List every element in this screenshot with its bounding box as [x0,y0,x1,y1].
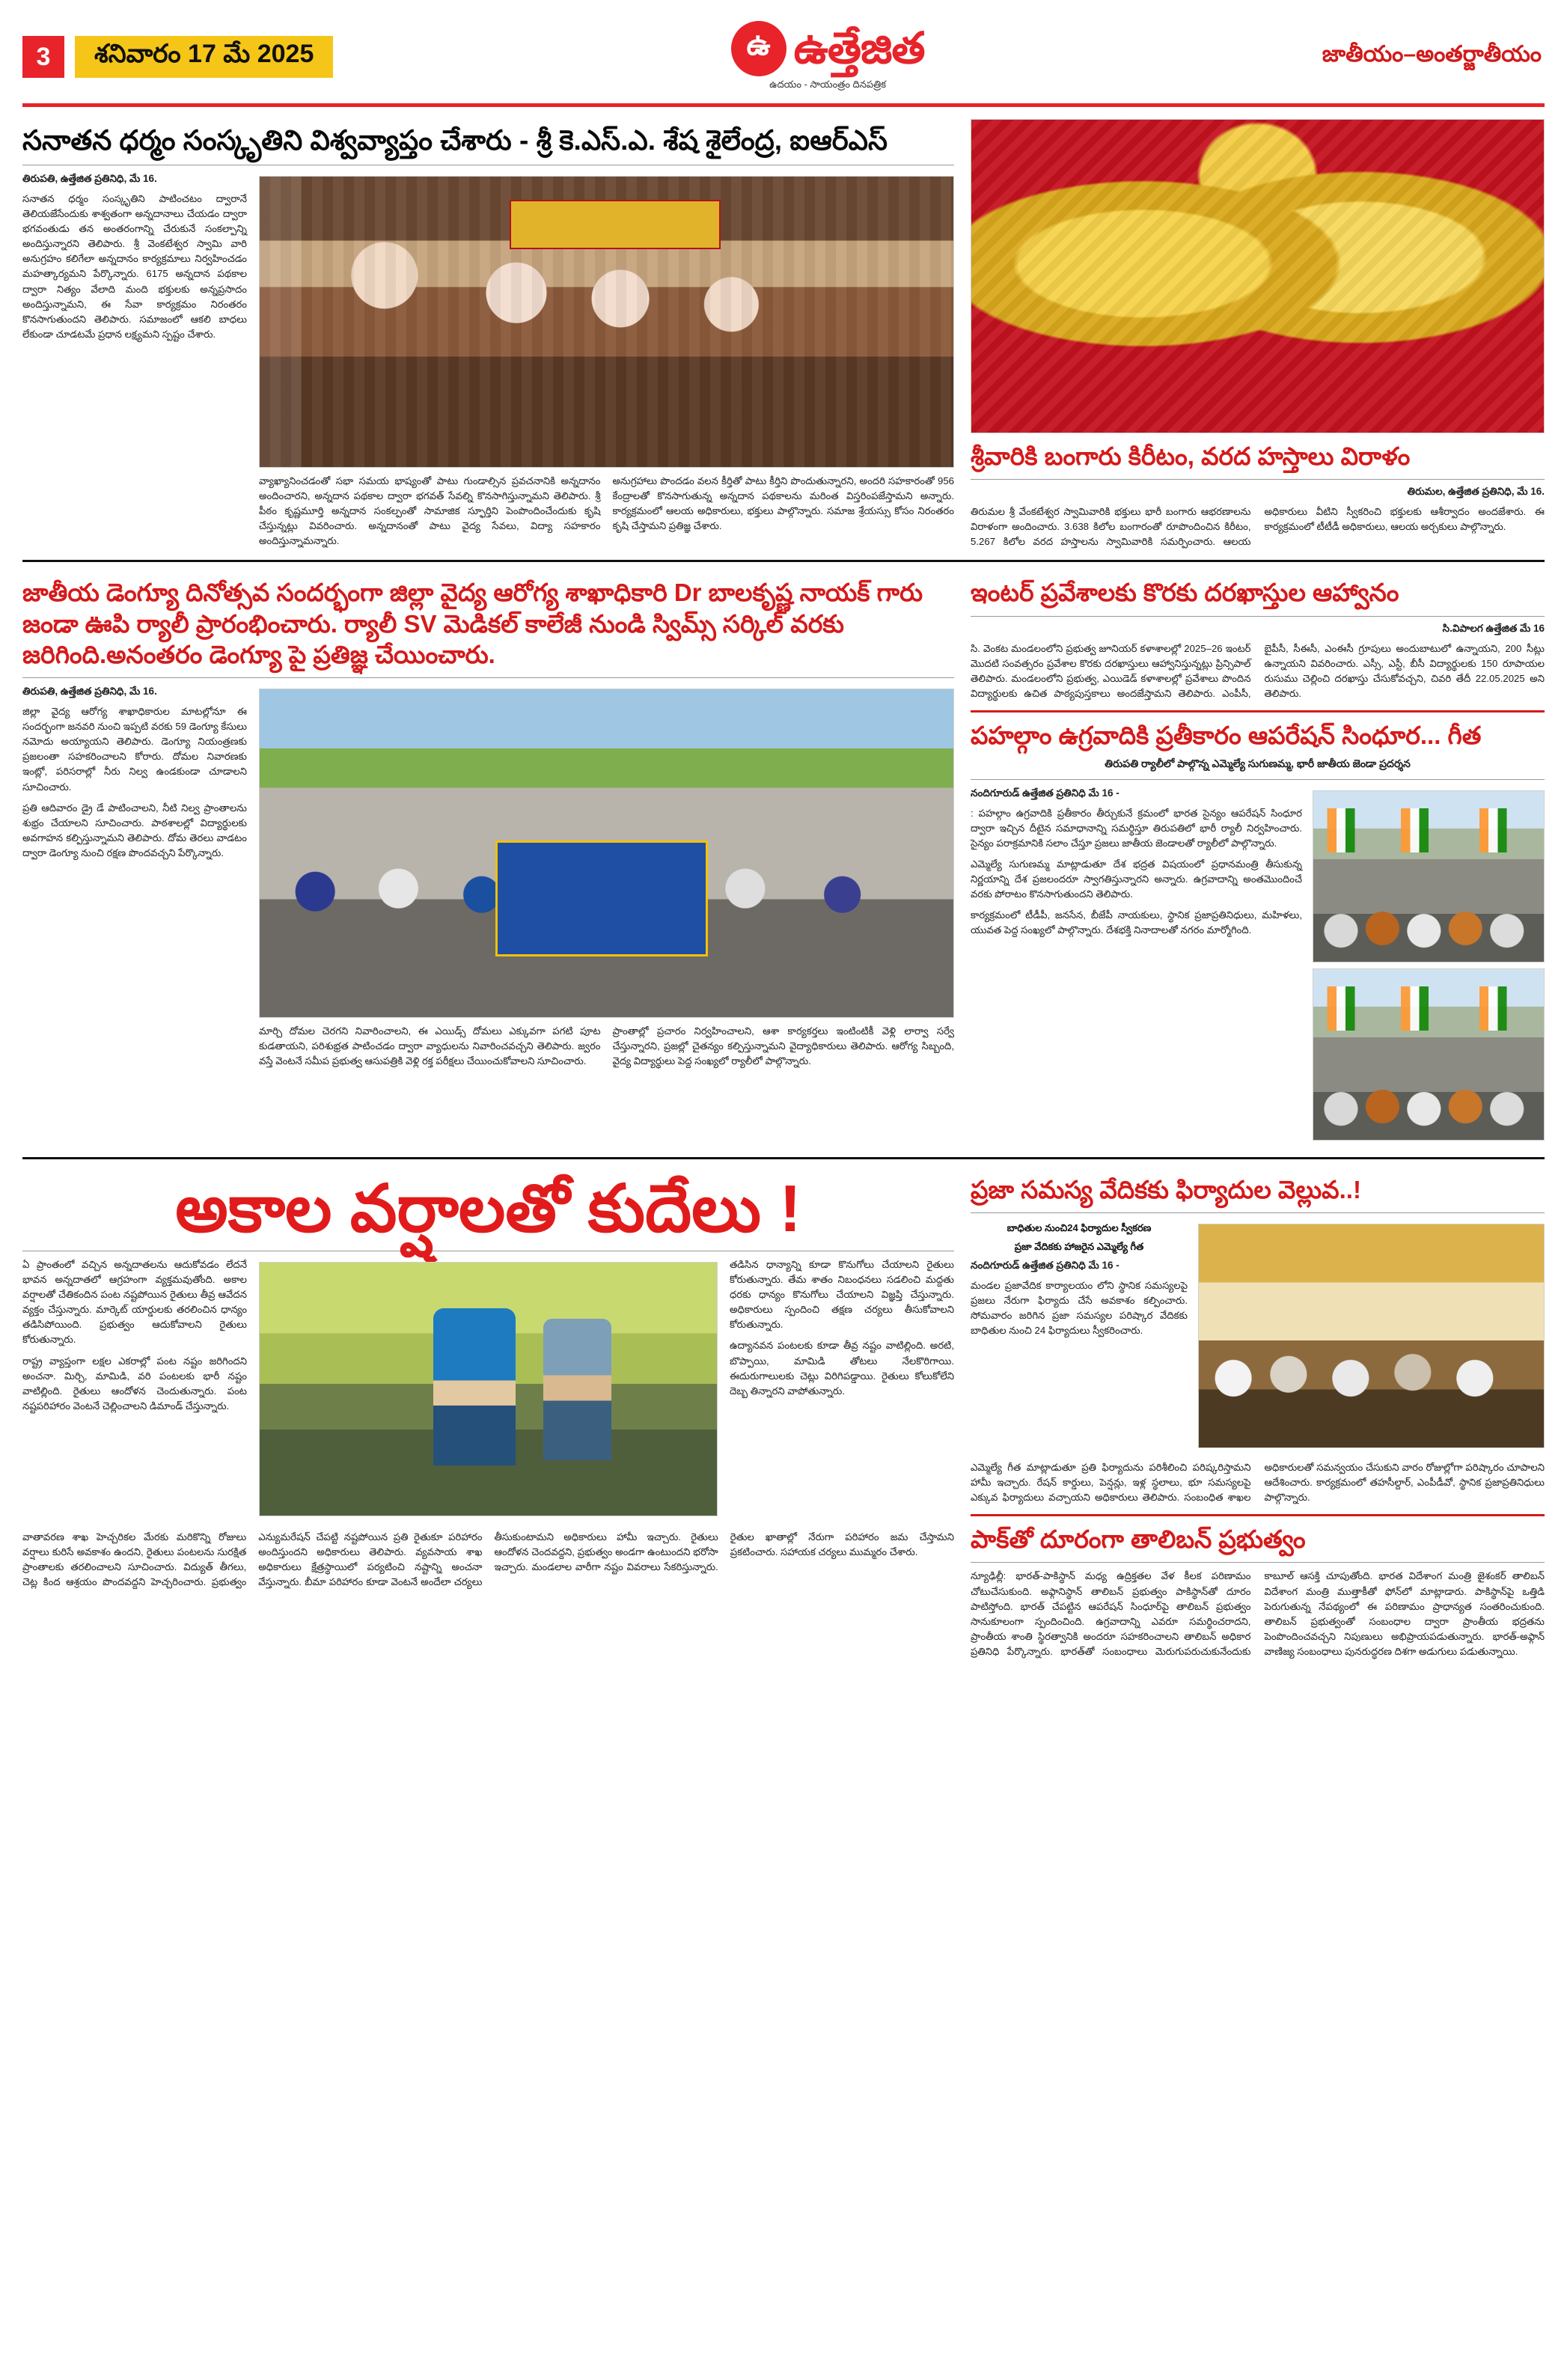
tricolour-march-photo-1 [1313,790,1545,962]
story5-byline: నందిగూరుడ్ ఉత్తేజిత ప్రతినిధి మే 16 - [971,787,1119,799]
second-row [22,570,1545,1146]
story1-headline: సనాతన ధర్మం సంస్కృతిని విశ్వవ్యాప్తం చేశారు - శ్రీ కె.ఎస్.ఎ. శేష శైలేంద్ర, ఐఆర్ఎస్ [22,125,888,156]
feature-body-continued [22,1530,954,1590]
story3-para-0: జిల్లా వైద్య ఆరోగ్య శాఖాధికారుల మాటల్లోనూ ఈ సందర్భంగా జనవరి నుంచి ఇప్పటి వరకు 59 డెంగ్యూ కేసులు నమోదు అయ్యాయని తెలిపారు. డెంగ్యూ నియంత్రణకు ప్రజలంతా సహకరించాలని కోరారు. దోమల నివారణకు ఇంట్లో, పరిసరాల్లో నీరు నిల్వ ఉండకుండా చూడాలని సూచించారు. [22,706,247,793]
story6-kicker2: ప్రజా వేదికకు హాజరైన ఎమ్మెల్యే గీత [1014,1241,1144,1253]
feature-para-2: తడిసిన ధాన్యాన్ని కూడా కొనుగోలు చేయాలని రైతులు కోరుతున్నారు. తేమ శాతం నిబంధనలు సడలించి మద్దతు ధరకు ధాన్యం కొనుగోలు చేయాలని విజ్ఞప్తి చేస్తున్నారు. అధికారులు స్పందించి తక్షణ చర్యలు తీసుకోవాలని కోరుతున్నారు. [730,1259,954,1331]
top-left-column [22,119,954,549]
feature-left-column [22,1167,954,1659]
story7-para-0: న్యూఢిల్లీ: భారత్-పాకిస్థాన్ మధ్య ఉద్రిక్తతల వేళ కీలక పరిణామం చోటుచేసుకుంది. అఫ్గానిస్థాన్ తాలిబన్ ప్రభుత్వం పాకిస్థాన్‌తో దూరం పాటిస్తోంది. భారత్ చేపట్టిన ఆపరేషన్ సింధూర్‌పై తాలిబన్ ప్రభుత్వం సానుకూలంగా స్పందించింది. [971,1570,1251,1627]
story7-para-2: భారత విదేశాంగ మంత్రి జైశంకర్ తాలిబన్ విదేశాంగ మంత్రి ముత్తాకీతో ఫోన్‌లో మాట్లాడారు. పాకిస్థాన్‌పై ఒత్తిడి పెరుగుతున్న నేపథ్యంలో ఈ పరిణామం ప్రాధాన్యత సంతరించుకుంది. [1264,1570,1545,1612]
story7-para-1: ఉగ్రవాదాన్ని ఎవరూ సమర్థించరాదని, ప్రాంతీయ శాంతి స్థిరత్వానికి అందరూ సహకరించాలని తాలిబన్ అధికార ప్రతినిధి పేర్కొన్నారు. భారత్‌తో సంబంధాలు మెరుగుపరుచుకునేందుకు కాబూల్ ఆసక్తి చూపుతోంది. [971,1570,1373,1657]
feature-right-column [971,1167,1545,1659]
story1-para-2: అనుగ్రహాలు పొందడం వలన కీర్తితో పాటు కీర్తిని పొందుతున్నారని, అందరి సహకారంతో 956 కేంద్రాలతో కొనసాగుతున్న అన్నదాన పథకాలను మరింత విస్తరింపజేస్తామని అన్నారు. కార్యక్రమంలో ఆలయ అధికారులు, భక్తులు పాల్గొన్నారు. సమాజ శ్రేయస్సు కోసం నిరంతరం కృషి చేస్తామని ప్రతిజ్ఞ చేశారు. [612,475,954,532]
story6-byline: నందిగూరుడ్ ఉత్తేజిత ప్రతినిధి మే 16 - [971,1260,1119,1272]
feature-para-4: వాతావరణ శాఖ హెచ్చరికల మేరకు మరికొన్ని రోజులు వర్షాలు కురిసే అవకాశం ఉందని, రైతులు పంటలను సురక్షిత ప్రాంతాలకు తరలించాలని సూచించారు. విద్యుత్ తీగలు, చెట్ల కింద ఆశ్రయం పొందవద్దని హెచ్చరించారు. [22,1531,247,1588]
divider [971,616,1545,617]
feature-para-1: రాష్ట్ర వ్యాప్తంగా లక్షల ఎకరాల్లో పంట నష్టం జరిగిందని అంచనా. మిర్చి, మామిడి, వరి పంటలకు భారీ నష్టం వాటిల్లింది. రైతులు ఆందోళన చెందుతున్నారు. పంట నష్టపరిహారం వెంటనే చెల్లించాలని డిమాండ్ చేస్తున్నారు. [22,1355,247,1412]
divider [971,1562,1545,1563]
story6-para-2: సంబంధిత శాఖల అధికారులతో సమన్వయం చేసుకుని వారం రోజుల్లోగా పరిష్కారం చూపాలని ఆదేశించారు. కార్యక్రమంలో తహసీల్దార్, ఎంపీడీవో, స్థానిక ప్రజాప్రతినిధులు పాల్గొన్నారు. [1184,1462,1545,1504]
section-label: జాతీయం–అంతర్జాతీయం [1322,41,1542,67]
story6-body-continued [971,1460,1545,1505]
feature-para-7: మండలాల వారీగా నష్టం వివరాలు సేకరిస్తున్నారు. రైతుల ఖాతాల్లో నేరుగా పరిహారం జమ చేస్తామని ప్రకటించారు. సహాయక చర్యలు ముమ్మరం చేశారు. [531,1531,954,1573]
divider [971,710,1545,713]
story3-byline: తిరుపతి, ఉత్తేజిత ప్రతినిధి, మే 16. [22,686,157,698]
story6-para-1: ఎమ్మెల్యే గీత మాట్లాడుతూ ప్రతి ఫిర్యాదును పరిశీలించి పరిష్కరిస్తామని హామీ ఇచ్చారు. రేషన్ కార్డులు, పెన్షన్లు, ఇళ్ల స్థలాలు, భూ సమస్యలపై ఎక్కువ ఫిర్యాదులు వచ్చాయని అధికారులు తెలిపారు. [971,1462,1251,1504]
story3-para-2: మార్చి దోమల చెరగని నివారించాలని, ఈ ఎయిడ్స్ దోమలు ఎక్కువగా పగటి పూట కుడతాయని, పరిశుభ్రత పాటించడం ద్వారా వ్యాధులను నివారించవచ్చని తెలిపారు. జ్వరం వస్తే వెంటనే సమీప ప్రభుత్వ ఆసుపత్రికి వెళ్లి రక్త పరీక్షలు చేయించుకోవాలని సూచించారు. [259,1025,601,1067]
section-divider [22,560,1545,562]
flooded-paddy-field-photo [259,1262,718,1516]
page-content [0,107,1567,1689]
story6-kicker: బాధితుల నుంచి24 ఫిర్యాదుల స్వీకరణ [1007,1222,1152,1234]
gold-ornaments-photo [971,119,1545,433]
tricolour-march-photo-2 [1313,968,1545,1141]
story5-para-0: : పహల్గాం ఉగ్రవాదికి ప్రతీకారం తీర్చుకునే క్రమంలో భారత సైన్యం ఆపరేషన్ సింధూర ద్వారా ఇచ్చిన దీటైన సమాధానాన్ని సమర్థిస్తూ తిరుపతిలో భారీ ర్యాలీ నిర్వహించారు. సైన్యం పరాక్రమానికి సలాం చేస్తూ ప్రజలు జాతీయ జెండాలతో ర్యాలీలో పాల్గొన్నారు. [971,807,1302,849]
story1-byline: తిరుపతి, ఉత్తేజిత ప్రతినిధి, మే 16. [22,173,157,185]
story3-headline: జాతీయ డెంగ్యూ దినోత్సవ సందర్భంగా జిల్లా వైద్య ఆరోగ్య శాఖాధికారి Dr బాలకృష్ణ నాయక్ గారు జండా ఊపి ర్యాలీ ప్రారంభించారు. ర్యాలీ SV మెడికల్ కాలేజీ నుండి స్విమ్స్ సర్కిల్ వరకు జరిగింది.అనంతరం డెంగ్యూ పై ప్రతిజ్ఞ చేయించారు. [22,579,923,668]
feature-para-0: ఏ ప్రాంతంలో వచ్చిన అన్నదాతలను ఆదుకోవడం లేదనే భావన అన్నదాతలో ఆగ్రహంగా వ్యక్తమవుతోంది. అకాల వర్షాలతో చేతికందిన పంట నష్టపోయిన రైతులు తీవ్ర ఆవేదన వ్యక్తం చేస్తున్నారు. మార్కెట్ యార్డులకు తరలించిన ధాన్యం తడిసిపోయింది. ప్రభుత్వం ఆదుకోవాలని రైతులు కోరుతున్నారు. [22,1259,247,1346]
publication-date: శనివారం 17 మే 2025 [75,36,333,78]
story5-headline: పహల్గాం ఉగ్రవాదికి ప్రతీకారం ఆపరేషన్ సింధూర... గీత [971,721,1482,749]
dengue-rally-photo [259,689,954,1018]
masthead-left [22,16,333,97]
divider [971,1514,1545,1516]
story3-para-1: ప్రతి ఆదివారం డ్రై డే పాటించాలని, నీటి నిల్వ ప్రాంతాలను శుభ్రం చేయాలని సూచించారు. పాఠశాలల్లో విద్యార్థులకు అవగాహన కల్పిస్తున్నామని తెలిపారు. దోమ తెరలు వాడటం ద్వారా డెంగ్యూ నుంచి రక్షణ పొందవచ్చని పేర్కొన్నారు. [22,802,247,858]
story7-headline: పాక్‌తో దూరంగా తాలిబన్ ప్రభుత్వం [971,1525,1306,1554]
masthead-logo [333,16,1322,97]
story1-para-1: వ్యాఖ్యానించడంతో సభా సమయ భాష్యంతో పాటు గుండాల్సిన ప్రవచనానికి అన్నదానం అందించారని, అన్నదాన పథకాల ద్వారా భగవత్ సేవల్ని కొనసాగిస్తున్నామని తెలిపారు. శ్రీ పీఠం కృష్ణమూర్తి అన్నదాన సంకల్పంతో సామాజిక స్ఫూర్తిని పెంపొందించేందుకు కృషి చేస్తున్నట్లు వివరించారు. అన్నదానంతో పాటు వైద్య సేవలు, విద్యా సహకారం అందిస్తున్నామన్నారు. [259,475,601,547]
masthead [22,16,1545,97]
feature-para-5: ప్రభుత్వం ఎన్యుమరేషన్ చేపట్టి నష్టపోయిన ప్రతి రైతుకూ పరిహారం అందిస్తుందని అధికారులు తెలిపారు. వ్యవసాయ శాఖ అధికారులు క్షేత్రస్థాయిలో పర్యటించి నష్టాన్ని అంచనా వేస్తున్నారు. [211,1531,483,1588]
story2-para-0: తిరుమల శ్రీ వేంకటేశ్వర స్వామివారికి భక్తులు భారీ బంగారు ఆభరణాలను విరాళంగా అందించారు. 3.638 కిలోల బంగారంతో రూపొందించిన కిరీటం, 5.267 కిలోల వరద హస్తాలను స్వామివారికి సమర్పించారు. ఆలయ అధికారులు వీటిని స్వీకరించి భక్తులకు ఆశీర్వాదం అందజేశారు. ఈ కార్యక్రమంలో టీటీడీ అధికారులు, ఆలయ అర్చకులు పాల్గొన్నారు. [971,506,1545,548]
feature-para-3: ఉద్యానవన పంటలకు కూడా తీవ్ర నష్టం వాటిల్లింది. అరటి, బొప్పాయి, మామిడి తోటలు నేలకొరిగాయి. ఈదురుగాలులకు చెట్లు విరిగిపడ్డాయి. రైతులు కోలుకోలేని దెబ్బ తిన్నారని వాపోతున్నారు. [730,1340,954,1397]
top-row [22,119,1545,549]
story5-kicker: తిరుపతి ర్యాలీలో పాల్గొన్న ఎమ్మెల్యే సుగుణమ్మ, భారీ జాతీయ జెండా ప్రదర్శన [1105,757,1411,770]
story4-byline: సి.విపాలగ ఉత్తేజిత మే 16 [1442,622,1545,634]
story6-headline: ప్రజా సమస్య వేదికకు ఫిర్యాదుల వెల్లువ..! [971,1175,1361,1203]
page-number: 3 [22,36,64,78]
logo-icon: ఉ [731,21,786,76]
divider [971,1212,1545,1213]
felicitation-meeting-photo [259,176,954,468]
feature-headline: అకాల వర్షాలతో కుదేలు ! [175,1171,801,1245]
logo-subtitle: ఉదయం - సాయంత్రం దినపత్రిక [769,79,887,90]
story5-para-1: ఎమ్మెల్యే సుగుణమ్మ మాట్లాడుతూ దేశ భద్రత విషయంలో ప్రధానమంత్రి తీసుకున్న నిర్ణయాన్ని దేశ ప్రజలందరూ స్వాగతిస్తున్నారని అన్నారు. ఉగ్రవాదాన్ని అంతమొందించే వరకు పోరాటం కొనసాగుతుందని తెలిపారు. [971,858,1302,900]
second-left-column [22,570,954,1146]
story4-para-0: సి. వెంకట మండలంలోని ప్రభుత్వ జూనియర్ కళాశాలల్లో 2025–26 ఇంటర్ మొదటి సంవత్సరం ప్రవేశాల కొరకు దరఖాస్తులు ఆహ్వానిస్తున్నట్లు ప్రిన్సిపాల్ తెలిపారు. మండలంలోని ప్రభుత్వ, ఎయిడెడ్ కళాశాలల్లో ప్రవేశాలు పొందిన విద్యార్థులకు ఉచిత పాఠ్యపుస్తకాలు అందజేస్తామని తెలిపారు. ఎంపీసీ, బైపీసీ, సీఈసీ, ఎంఈసీ గ్రూపులు అందుబాటులో ఉన్నాయని, 200 సీట్లు ఉన్నాయని వివరించారు. ఎస్సీ, ఎస్టీ, బీసీ విద్యార్థులకు 150 రూపాయల రుసుము చెల్లించి దరఖాస్తు చేసుకోవచ్చని, చివరి తేదీ 22.05.2025 అని తెలిపారు. [971,642,1545,699]
feature-para-6: బీమా పరిహారం కూడా వెంటనే అందేలా చర్యలు తీసుకుంటామని అధికారులు హామీ ఇచ్చారు. రైతులు ఆందోళన చెందవద్దని, ప్రభుత్వం అండగా ఉంటుందని భరోసా ఇచ్చారు. [305,1531,718,1588]
section-divider [22,1157,1545,1159]
grievance-hall-photo [1198,1224,1545,1448]
divider [971,479,1545,480]
story1-para-0: సనాతన ధర్మం సంస్కృతిని పాటించటం ద్వారానే తెలియజేసేందుకు శాశ్వతంగా అన్నదానాలు చేయడం ద్వారా భగవంతుడు తన అంతరంగాన్ని చేరుకునే సంకల్పాన్ని అందిస్తున్నారని తెలిపారు. శ్రీ వెంకటేశ్వర స్వామి వారి అనుగ్రహం కలిగేలా అన్నదానం కార్యక్రమాలు నిర్వహించడం మహత్కార్యమని పేర్కొన్నారు. 6175 అన్నదాన పథకాల ద్వారా నిత్యం వేలాది మంది భక్తులకు అన్నప్రసాదం అందిస్తున్నామని, ఈ సేవా కార్యక్రమం నిరంతరం కొనసాగుతుందని తెలిపారు. సమాజంలో ఆకలి బాధలు లేకుండా చూడటమే ప్రధాన లక్ష్యమని స్పష్టం చేశారు. [22,193,247,340]
newspaper-page [0,16,1567,2380]
feature-row [22,1167,1545,1659]
story5-para-2: కార్యక్రమంలో టీడీపీ, జనసేన, బీజేపీ నాయకులు, స్థానిక ప్రజాప్రతినిధులు, మహిళలు, యువత పెద్ద సంఖ్యలో పాల్గొన్నారు. దేశభక్తి నినాదాలతో నగరం మార్మోగింది. [971,909,1302,936]
divider [971,779,1545,780]
second-right-column [971,570,1545,1146]
logo-title: ఉత్తేజిత [793,24,925,73]
story2-headline: శ్రీవారికి బంగారు కిరీటం, వరద హస్తాలు విరాళం [971,442,1411,470]
story6-para-0: మండల ప్రజావేదిక కార్యాలయం లోని స్థానిక సమస్యలపై ప్రజలు నేరుగా ఫిర్యాదు చేసే అవకాశం కల్పించారు. సోమవారం జరిగిన ప్రజా సమస్యల పరిష్కార వేదికకు బాధితుల నుంచి 24 ఫిర్యాదులు స్వీకరించారు. [971,1280,1188,1337]
story2-byline: తిరుమల, ఉత్తేజిత ప్రతినిధి, మే 16. [1407,486,1545,498]
story7-body [971,1569,1545,1659]
top-right-column [971,119,1545,549]
story7-para-3: తాలిబన్ ప్రభుత్వంతో సంబంధాల ద్వారా ప్రాంతీయ భద్రతను పెంపొందించవచ్చని నిపుణులు అభిప్రాయపడుతున్నారు. భారత్-అఫ్గాన్ వాణిజ్య సంబంధాలు పునరుద్ధరణ దిశగా అడుగులు పడుతున్నాయి. [1264,1615,1545,1657]
divider [22,677,954,678]
story4-headline: ఇంటర్ ప్రవేశాలకు కొరకు దరఖాస్తుల ఆహ్వానం [971,579,1399,607]
story3-para-3: ప్రాంతాల్లో ప్రచారం నిర్వహించాలని, ఆశా కార్యకర్తలు ఇంటింటికీ వెళ్లి లార్వా సర్వే చేస్తున్నారని, ప్రజల్లో చైతన్యం కల్పిస్తున్నామని వైద్యాధికారులు తెలిపారు. ఆరోగ్య సిబ్బంది, వైద్య విద్యార్థులు పెద్ద సంఖ్యలో ర్యాలీలో పాల్గొన్నారు. [612,1025,954,1067]
